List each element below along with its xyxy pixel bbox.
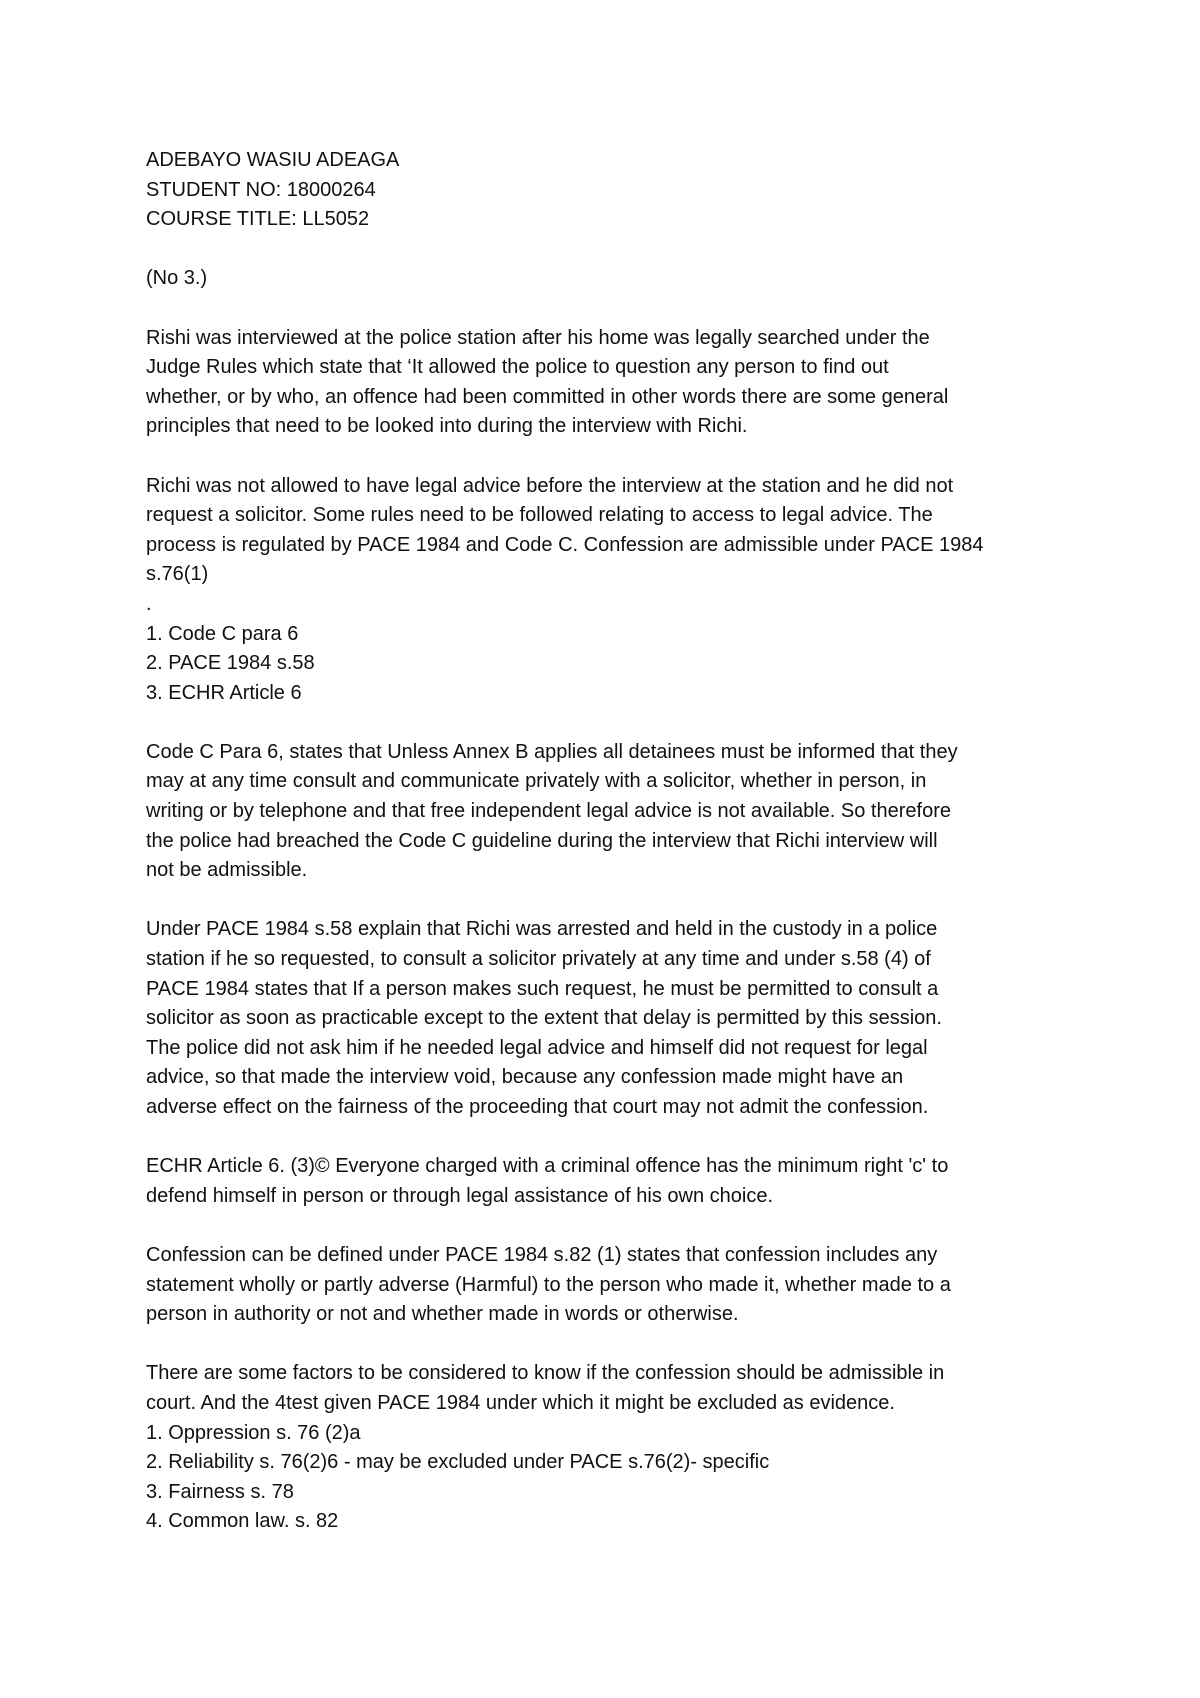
paragraph-line: advice, so that made the interview void, because any confession made might have an [146,1066,904,1089]
list-item: 4. Common law. s. 82 [146,1510,339,1533]
paragraph-line: s.76(1) [146,563,209,586]
paragraph-line: not be admissible. [146,859,308,882]
paragraph-line: Rishi was interviewed at the police station after his home was legally searched under the [146,326,930,349]
paragraph-interview-context [146,324,1076,442]
paragraph-line: request a solicitor. Some rules need to be followed relating to access to legal advice. The [146,504,933,527]
paragraph-line: process is regulated by PACE 1984 and Code C. Confession are admissible under PACE 1984 [146,533,984,556]
spacer [146,235,1076,265]
paragraph-line: The police did not ask him if he needed legal advice and himself did not request for legal [146,1036,928,1059]
paragraph-line: defend himself in person or through legal assistance of his own choice. [146,1184,774,1207]
paragraph-confession-definition [146,1241,1076,1330]
paragraph-line: ECHR Article 6. (3)© Everyone charged with a criminal offence has the minimum right 'c' to [146,1155,949,1178]
tests-list [146,1419,1076,1537]
paragraph-line: Code C Para 6, states that Unless Annex B applies all detainees must be informed that they [146,740,958,763]
list-item: 3. Fairness s. 78 [146,1480,294,1503]
paragraph-line: adverse effect on the fairness of the proceeding that court may not admit the confession. [146,1096,929,1118]
paragraph-line: writing or by telephone and that free independent legal advice is not available. So therefore [146,800,951,823]
paragraph-line: Confession can be defined under PACE 1984 s.82 (1) states that confession includes any [146,1243,938,1266]
student-number: STUDENT NO: 18000264 [146,178,376,201]
paragraph-line: person in authority or not and whether made in words or otherwise. [146,1303,739,1326]
spacer [146,708,1076,738]
paragraph-line: . [146,592,152,615]
paragraph-echr [146,1152,1076,1211]
paragraph-line: Richi was not allowed to have legal advice before the interview at the station and he did not [146,474,954,497]
paragraph-legal-advice [146,472,1076,620]
list-item: 1. Code C para 6 [146,622,299,645]
paragraph-pace-s58 [146,915,1076,1122]
document-body [146,146,1076,1537]
spacer [146,1330,1076,1360]
paragraph-admissibility-factors [146,1359,1076,1418]
paragraph-line: principles that need to be looked into during the interview with Richi. [146,415,748,438]
paragraph-line: the police had breached the Code C guideline during the interview that Richi interview will [146,829,938,852]
paragraph-line: station if he so requested, to consult a solicitor privately at any time and under s.58 (4) of [146,948,931,971]
paragraph-line: may at any time consult and communicate privately with a solicitor, whether in person, in [146,770,927,793]
spacer [146,294,1076,324]
paragraph-line: PACE 1984 states that If a person makes such request, he must be permitted to consult a [146,977,939,1000]
course-title: COURSE TITLE: LL5052 [146,208,370,231]
list-item: 2. PACE 1984 s.58 [146,652,315,675]
paragraph-code-c [146,738,1076,886]
list-item: 1. Oppression s. 76 (2)a [146,1421,361,1444]
spacer [146,886,1076,916]
paragraph-line: There are some factors to be considered to know if the confession should be admissible in [146,1362,945,1385]
list-item: 3. ECHR Article 6 [146,681,302,704]
paragraph-line: whether, or by who, an offence had been committed in other words there are some general [146,385,949,408]
question-label: (No 3.) [146,267,208,290]
paragraph-line: Under PACE 1984 s.58 explain that Richi was arrested and held in the custody in a police [146,918,938,941]
paragraph-line: statement wholly or partly adverse (Harmful) to the person who made it, whether made to a [146,1273,951,1296]
spacer [146,1123,1076,1153]
paragraph-line: solicitor as soon as practicable except to the extent that delay is permitted by this session. [146,1007,942,1030]
paragraph-line: Judge Rules which state that ‘It allowed the police to question any person to find out [146,356,889,379]
student-name: ADEBAYO WASIU ADEAGA [146,149,400,171]
spacer [146,442,1076,472]
authorities-list [146,620,1076,709]
paragraph-line: court. And the 4test given PACE 1984 under which it might be excluded as evidence. [146,1391,895,1414]
header-block [146,146,1076,235]
spacer [146,1211,1076,1241]
list-item: 2. Reliability s. 76(2)6 - may be excluded under PACE s.76(2)- specific [146,1451,770,1474]
